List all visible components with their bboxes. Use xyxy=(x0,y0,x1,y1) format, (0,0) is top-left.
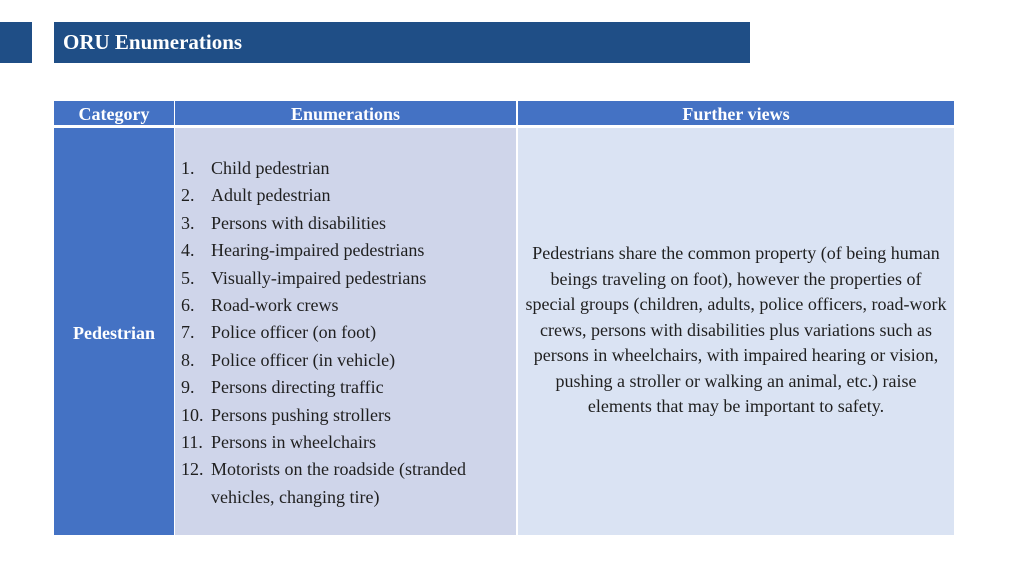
column-header-category xyxy=(54,101,174,125)
column-header-enumerations xyxy=(175,101,516,125)
list-item-number: 2. xyxy=(181,185,195,206)
list-item-text: Police officer (in vehicle) xyxy=(211,349,396,370)
list-item xyxy=(175,402,516,429)
list-item xyxy=(175,292,516,319)
list-item-number: 7. xyxy=(181,322,195,343)
column-header-enumerations-label: Enumerations xyxy=(290,104,400,124)
column-header-further-views-label: Further views xyxy=(682,104,790,124)
list-item xyxy=(175,182,516,209)
enumerations-table xyxy=(54,101,954,535)
list-item xyxy=(175,429,516,456)
list-item-text: Hearing-impaired pedestrians xyxy=(211,240,425,261)
column-header-category-label: Category xyxy=(78,104,150,124)
list-item-text: Persons with disabilities xyxy=(211,212,386,233)
list-item-number: 6. xyxy=(181,295,195,316)
list-item-number: 10. xyxy=(181,404,204,425)
category-label: Pedestrian xyxy=(73,323,155,343)
list-item xyxy=(175,374,516,401)
title-bar xyxy=(54,22,750,63)
list-item xyxy=(175,155,516,182)
list-item-text: Persons pushing strollers xyxy=(211,404,391,425)
list-item xyxy=(175,237,516,264)
list-item-number: 11. xyxy=(181,432,203,453)
enumerations-list xyxy=(175,155,516,511)
list-item-text: Adult pedestrian xyxy=(211,185,331,206)
list-item xyxy=(175,210,516,237)
category-cell xyxy=(54,128,174,535)
list-item-text: Police officer (on foot) xyxy=(211,322,377,343)
list-item-text: Visually-impaired pedestrians xyxy=(211,267,427,288)
list-item-number: 12. xyxy=(181,459,204,480)
list-item-number: 9. xyxy=(181,377,195,398)
list-item xyxy=(175,456,516,511)
list-item-text: Road-work crews xyxy=(211,295,339,316)
list-item-number: 1. xyxy=(181,158,195,178)
list-item-number: 3. xyxy=(181,212,195,233)
list-item-text: Child pedestrian xyxy=(211,158,330,178)
list-item-number: 5. xyxy=(181,267,195,288)
list-item-number: 8. xyxy=(181,349,195,370)
list-item xyxy=(175,265,516,292)
further-views-cell xyxy=(518,128,954,535)
further-views-text: Pedestrians share the common property (of being human beings traveling on foot), however the properties of special groups (children, adults, police officers, road-work crews, persons with disabilities plus variations such as persons in wheelchairs, with impaired hearing or vision, pushing a stroller or walking an animal, etc.) raise elements that may be important to safety. xyxy=(525,242,947,417)
list-item-text: Persons directing traffic xyxy=(211,377,384,398)
list-item-number: 4. xyxy=(181,240,195,261)
list-item-text: Persons in wheelchairs xyxy=(211,432,376,453)
page-title: ORU Enumerations xyxy=(63,30,243,54)
enumerations-cell xyxy=(175,128,516,535)
list-item-text: Motorists on the roadside (stranded vehicles, changing tire) xyxy=(211,459,466,507)
list-item xyxy=(175,347,516,374)
column-header-further-views xyxy=(518,101,954,125)
list-item xyxy=(175,319,516,346)
title-accent-block xyxy=(0,22,32,63)
